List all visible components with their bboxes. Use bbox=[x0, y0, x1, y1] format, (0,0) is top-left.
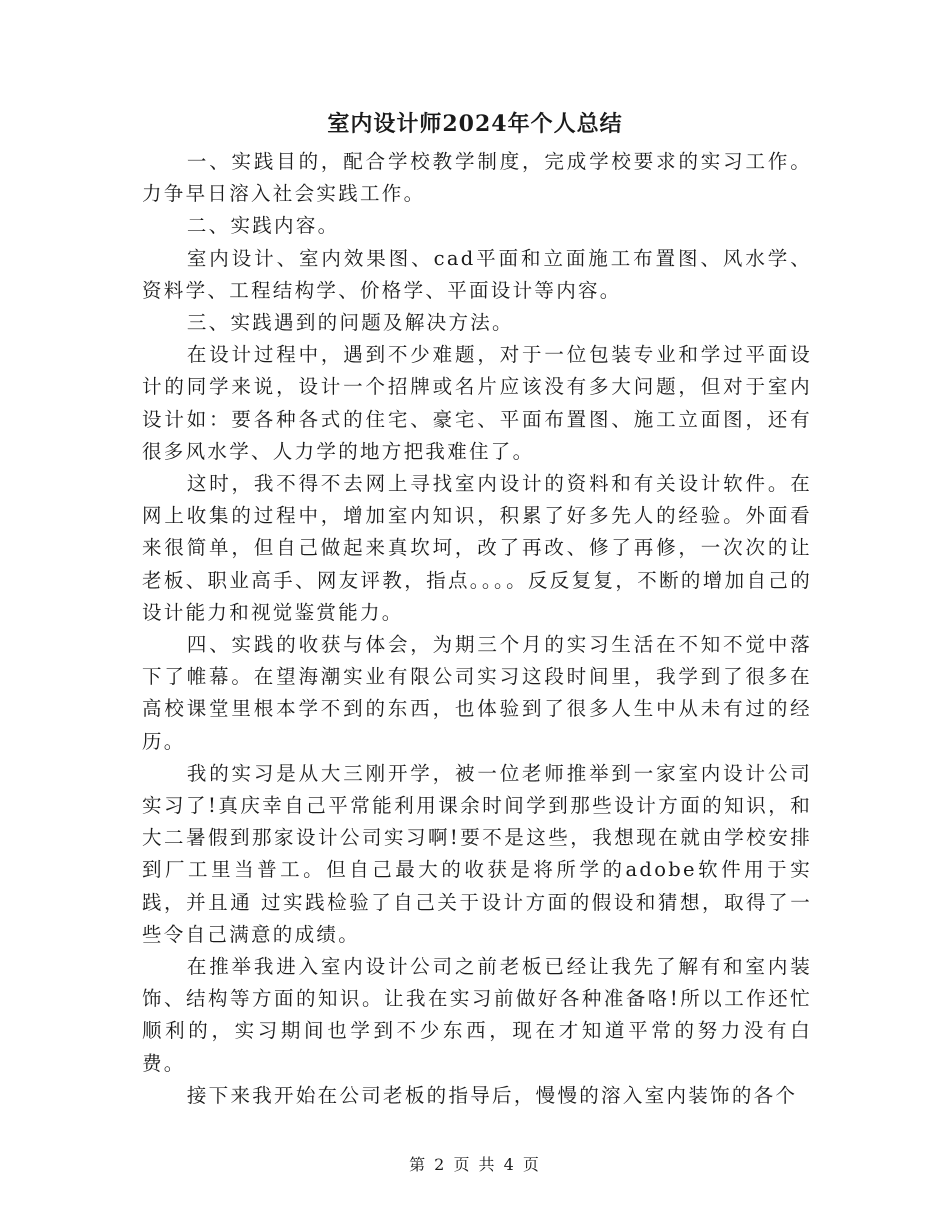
paragraph-problems: 在设计过程中，遇到不少难题，对于一位包装专业和学过平面设计的同学来说，设计一个招牌或名片应该没有多大问题，但对于室内设计如：要各种各式的住宅、豪宅、平面布置图、施工立面图，还有很多风水学、人力学的地方把我难住了。 bbox=[142, 343, 812, 463]
paragraph-purpose: 一、实践目的，配合学校教学制度，完成学校要求的实习工作。力争早日溶入社会实践工作。 bbox=[142, 150, 812, 206]
paragraph-content-heading: 二、实践内容。 bbox=[186, 214, 340, 238]
paragraph-gains: 四、实践的收获与体会，为期三个月的实习生活在不知不觉中落下了帷幕。在望海潮实业有限公司实习这段时间里，我学到了很多在高校课堂里根本学不到的东西，也体验到了很多人生中从未有过的经历。 bbox=[142, 633, 812, 753]
paragraph-content: 室内设计、室内效果图、cad平面和立面施工布置图、风水学、资料学、工程结构学、价格学、平面设计等内容。 bbox=[142, 246, 812, 302]
paragraph-problems-heading: 三、实践遇到的问题及解决方法。 bbox=[186, 311, 514, 335]
paragraph-internship: 我的实习是从大三刚开学，被一位老师推举到一家室内设计公司实习了!真庆幸自己平常能利用课余时间学到那些设计方面的知识，和大二暑假到那家设计公司实习啊!要不是这些，我想现在就由学校安排到厂工里当普工。但自己最大的收获是将所学的adobe软件用于实践，并且通 过实践检验了自己关于设计方面的假设和猜想，取得了一些令自己满意的成绩。 bbox=[142, 761, 812, 946]
paragraph-next: 接下来我开始在公司老板的指导后，慢慢的溶入室内装饰的各个 bbox=[186, 1083, 798, 1107]
document-title: 室内设计师2024年个人总结 bbox=[327, 111, 623, 137]
page-number-footer: 第 2 页 共 4 页 bbox=[409, 1155, 541, 1174]
document-body bbox=[142, 146, 812, 1112]
paragraph-solutions: 这时，我不得不去网上寻找室内设计的资料和有关设计软件。在网上收集的过程中，增加室内知识，积累了好多先人的经验。外面看来很简单，但自己做起来真坎坷，改了再改、修了再修，一次次的让老板、职业高手、网友评教，指点。。。。反反复复，不断的增加自己的设计能力和视觉鉴赏能力。 bbox=[142, 472, 812, 624]
paragraph-preparation: 在推举我进入室内设计公司之前老板已经让我先了解有和室内装饰、结构等方面的知识。让我在实习前做好各种准备咯!所以工作还忙顺利的，实习期间也学到不少东西，现在才知道平常的努力没有白费。 bbox=[142, 955, 812, 1075]
